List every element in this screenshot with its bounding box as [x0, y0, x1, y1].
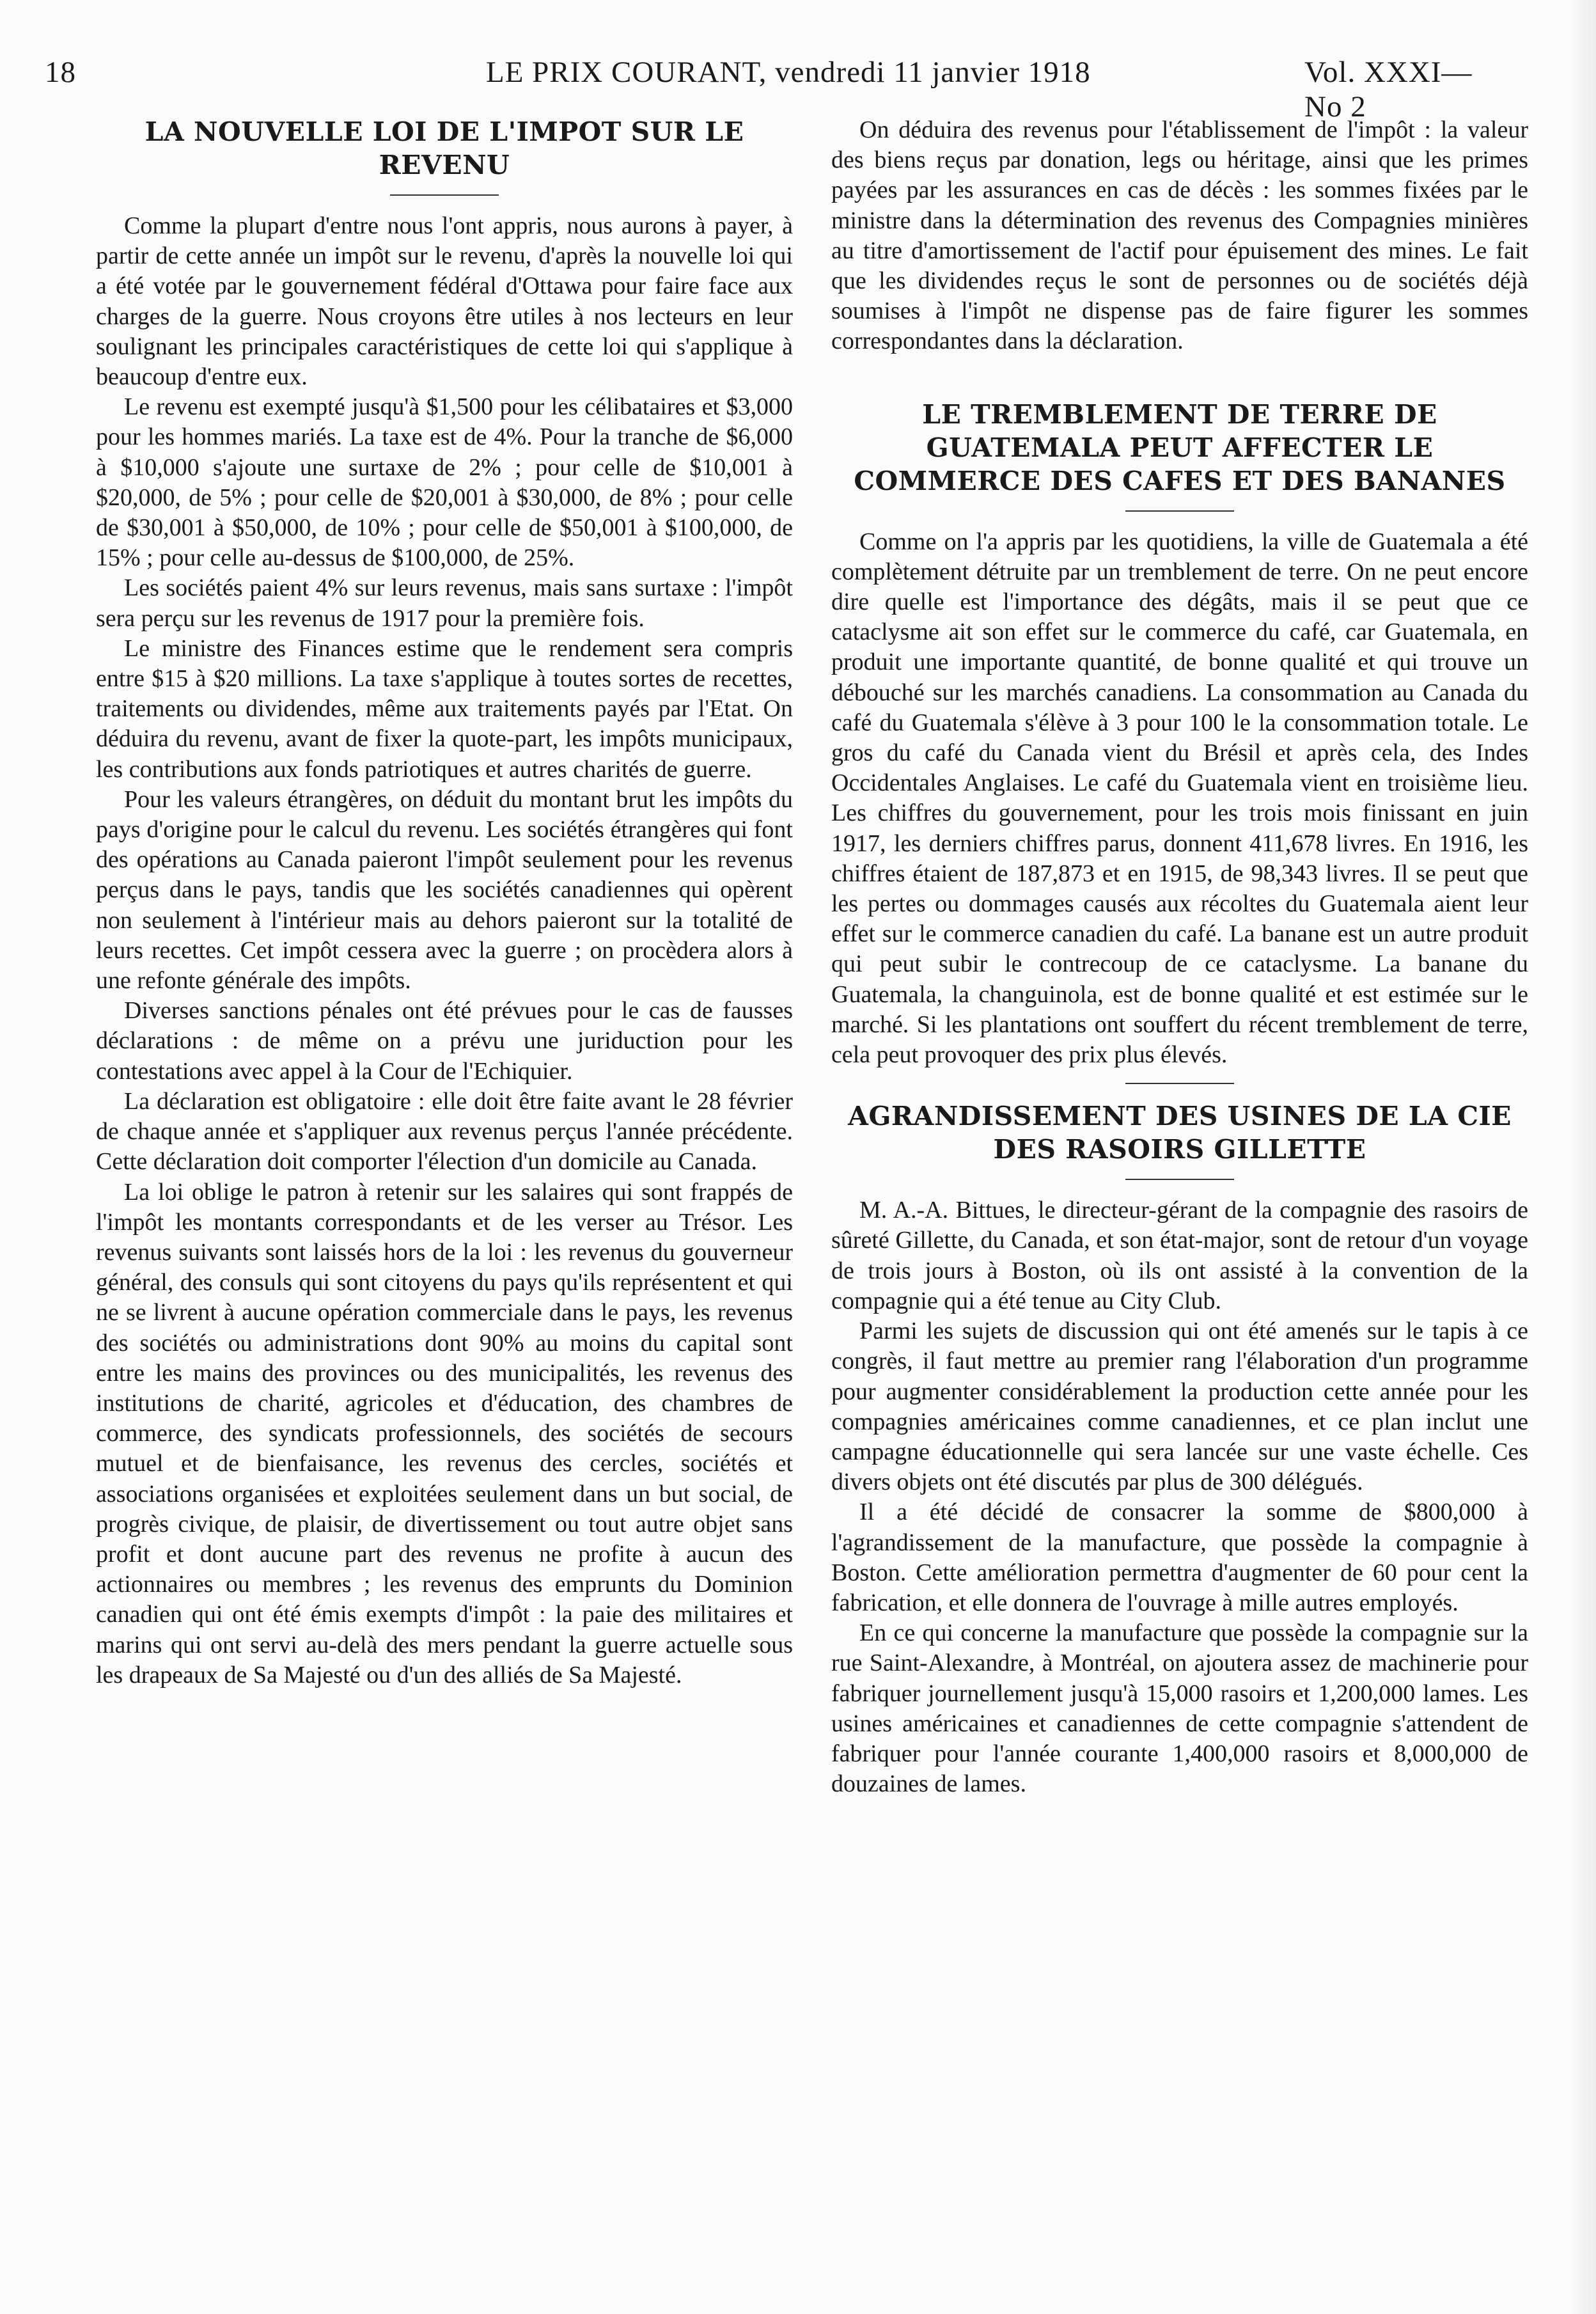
title-rule [1125, 510, 1234, 512]
title-rule [390, 194, 499, 196]
impot-paragraph: Diverses sanctions pénales ont été prévues pour le cas de fausses déclarations : de même on a prévu une juriduction pour les contestations avec appel à la Cour de l'Echiquier. [96, 997, 793, 1085]
page-header [45, 55, 1496, 123]
gillette-paragraph: M. A.-A. Bittues, le directeur-gérant de la compagnie des rasoirs de sûreté Gillette, du Canada, et son état-major, sont de retour d'un voyage de trois jours à Boston, où ils ont assisté à la convention de la compagnie qui a été tenue au City Club. [831, 1197, 1528, 1314]
impot-paragraph: La déclaration est obligatoire : elle doit être faite avant le 28 février de chaque année et s'appliquer aux revenus perçus l'année précédente. Cette déclaration doit comporter l'élection d'un domicile au Canada. [96, 1087, 793, 1176]
article-separator [1125, 1083, 1234, 1084]
volume-number: Vol. XXXI—No 2 [1304, 56, 1473, 123]
guatemala-paragraph: Comme on l'a appris par les quotidiens, la ville de Guatemala a été complètement détruite par un tremblement de terre. On ne peut encore dire quelle est l'importance des dégâts, mais il se peut que ce cataclysme ait son effet sur le commerce du café, car Guatemala, en produit une importante quantité, de bonne qualité et qui trouve un débouché sur les marchés canadiens. La consommation au Canada du café du Guatemala s'élève à 3 pour 100 le la consommation totale. Le gros du café du Canada vient du Brésil et après cela, des Indes Occidentales Anglaises. Le café du Guatemala vient en troisième lieu. Les chiffres du gouvernement, pour les trois mois finissant en juin 1917, les derniers chiffres parus, donnent 411,678 livres. En 1916, les chiffres étaient de 187,873 et en 1915, de 98,343 livres. Il se peut que les pertes ou dommages causés aux récoltes du Guatemala aient leur effet sur le commerce canadien du café. La banane est un autre produit qui peut subir le contrecoup de ce cataclysme. La banane du Guatemala, la changuinola, est de bonne qualité et est estimée sur le marché. Si les plantations ont souffert du récent tremblement de terre, cela peut provoquer des prix plus élevés. [831, 528, 1528, 1069]
impot-paragraph: Comme la plupart d'entre nous l'ont appris, nous aurons à payer, à partir de cette année un impôt sur le revenu, d'après la nouvelle loi qui a été votée par le gouvernement fédéral d'Ottawa pour faire face aux charges de la guerre. Nous croyons être utiles à nos lecteurs en leur soulignant les principales caractéristiques de cette loi qui s'applique à beaucoup d'entre eux. [96, 212, 793, 391]
page-number: 18 [45, 56, 76, 89]
page-edge-shadow [1570, 0, 1596, 2314]
gillette-paragraph: Parmi les sujets de discussion qui ont été amenés sur le tapis à ce congrès, il faut mettre au premier rang l'élaboration d'un programme pour augmenter considérablement la production cette année pour les compagnies américaines comme canadiennes, et ce plan inclut une campagne éducationnelle qui sera lancée sur une vaste échelle. Ces divers objets ont été discutés par plus de 300 délégués. [831, 1318, 1528, 1496]
right-column [831, 115, 1528, 1799]
impot-paragraph: Le revenu est exempté jusqu'à $1,500 pour les célibataires et $3,000 pour les hommes mariés. La taxe est de 4%. Pour la tranche de $6,000 à $10,000 s'ajoute une surtaxe de 2% ; pour celle de $10,001 à $20,000, de 5% ; pour celle de $20,001 à $30,000, de 8% ; pour celle de $30,001 à $50,000, de 10% ; pour celle de $50,001 à $100,000, de 15% ; pour celle au-dessus de $100,000, de 25%. [96, 393, 793, 572]
left-column [96, 115, 793, 1690]
impot-paragraph: Pour les valeurs étrangères, on déduit du montant brut les impôts du pays d'origine pour le calcul du revenu. Les sociétés étrangères qui font des opérations au Canada paieront l'impôt seulement pour les revenus perçus dans le pays, tandis que les sociétés canadiennes qui opèrent non seulement à l'intérieur mais au dehors paieront sur la totalité de leurs recettes. Cet impôt cessera avec la guerre ; on procèdera alors à une refonte générale des impôts. [96, 785, 793, 995]
gillette-paragraph: En ce qui concerne la manufacture que possède la compagnie sur la rue Saint-Alexandre, à Montréal, on ajoutera assez de machinerie pour fabriquer journellement jusqu'à 15,000 rasoirs et 1,200,000 lames. Les usines américaines et canadiennes de cette compagnie s'attendent de fabriquer pour l'année courante 1,400,000 rasoirs et 8,000,000 de douzaines de lames. [831, 1619, 1528, 1798]
article-title-impot: LA NOUVELLE LOI DE L'IMPOT SUR LE REVENU [145, 116, 744, 180]
impot-paragraph: Le ministre des Finances estime que le rendement sera compris entre $15 à $20 millions. La taxe s'applique à toutes sortes de recettes, traitements ou dividendes, même aux traitements payés par l'Etat. On déduira du revenu, avant de fixer la quote-part, les impôts municipaux, les contributions aux fonds patriotiques et autres charités de guerre. [96, 634, 793, 783]
publication-line: LE PRIX COURANT, vendredi 11 janvier 1918 [486, 56, 1091, 89]
impot-continuation: On déduira des revenus pour l'établissement de l'impôt : la valeur des biens reçus par donation, legs ou héritage, ainsi que les primes payées par les assurances en cas de décès : les sommes fixées par le ministre dans la détermination des revenus des Compagnies minières au titre d'amortissement de l'actif pour épuisement des mines. Le fait que les dividendes reçus le sont de personnes ou de sociétés déjà soumises à l'impôt ne dispense pas de faire figurer les sommes correspondantes dans la déclaration. [831, 116, 1528, 355]
gillette-paragraph: Il a été décidé de consacrer la somme de $800,000 à l'agrandissement de la manufacture, que possède la compagnie à Boston. Cette amélioration permettra d'augmenter de 60 pour cent la fabrication, et elle donnera de l'ouvrage à mille autres employés. [831, 1499, 1528, 1616]
impot-paragraph: Les sociétés paient 4% sur leurs revenus, mais sans surtaxe : l'impôt sera perçu sur les revenus de 1917 pour la première fois. [96, 574, 793, 632]
article-title-guatemala: LE TREMBLEMENT DE TERRE DE GUATEMALA PEUT AFFECTER LE COMMERCE DES CAFES ET DES BANANES [854, 398, 1506, 496]
impot-paragraph: La loi oblige le patron à retenir sur les salaires qui sont frappés de l'impôt les montants correspondants et de les verser au Trésor. Les revenus suivants sont laissés hors de la loi : les revenus du gouverneur général, des consuls qui sont citoyens du pays qu'ils représentent et qui ne se livrent à aucune opération commerciale dans le pays, les revenus des sociétés ou administrations dont 90% au moins du capital sont entre les mains des provinces ou des municipalités, les revenus des institutions de charité, agricoles et d'éducation, des chambres de commerce, des syndicats professionnels, des sociétés de secours mutuel et de bienfaisance, les revenus des cercles, sociétés et associations organisées et exploitées seulement dans un but social, de progrès civique, de plaisir, de divertissement ou tout autre objet sans profit et dont aucune part des revenus ne profite à aucun des actionnaires ou membres ; les revenus des emprunts du Dominion canadien qui ont été émis exempts d'impôt : la paie des militaires et marins qui ont servi au-delà des mers pendant la guerre actuelle sous les drapeaux de Sa Majesté ou d'un des alliés de Sa Majesté. [96, 1178, 793, 1688]
title-rule [1125, 1179, 1234, 1180]
article-title-gillette: AGRANDISSEMENT DES USINES DE LA CIE DES RASOIRS GILLETTE [848, 1101, 1512, 1165]
